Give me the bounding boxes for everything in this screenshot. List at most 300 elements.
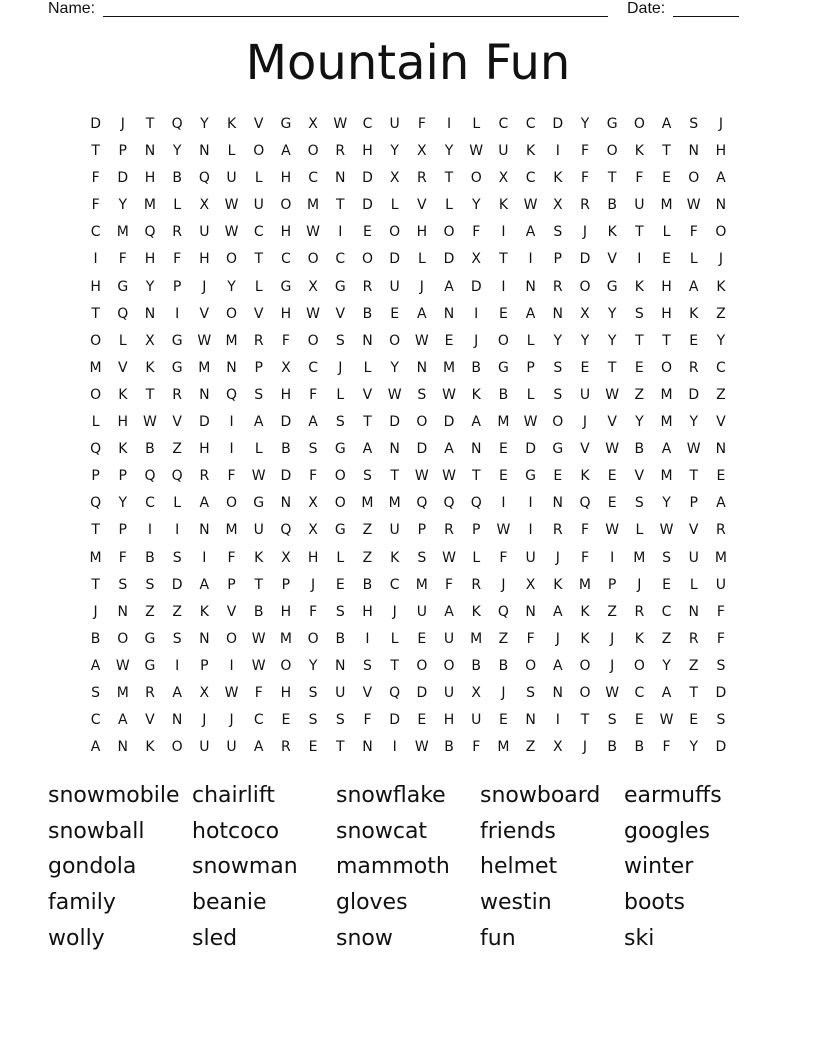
grid-letter: V — [226, 603, 237, 620]
grid-letter: U — [199, 739, 210, 756]
grid-letter: Z — [716, 386, 726, 403]
name-field-line[interactable] — [103, 16, 608, 17]
grid-letter: S — [335, 332, 345, 349]
grid-letter: K — [118, 441, 128, 458]
grid-letter: I — [175, 305, 180, 322]
grid-letter: D — [198, 414, 210, 431]
grid-letter: V — [253, 305, 264, 322]
grid-letter: P — [471, 522, 481, 539]
grid-letter: W — [414, 468, 429, 485]
grid-row — [82, 575, 735, 602]
grid-letter: G — [144, 657, 156, 674]
grid-letter: W — [251, 657, 266, 674]
grid-letter: S — [335, 712, 345, 729]
grid-letter: T — [662, 332, 671, 349]
grid-letter: D — [715, 739, 727, 756]
word-list-item: wolly — [48, 925, 105, 951]
grid-letter: K — [526, 143, 536, 160]
grid-letter: Q — [144, 224, 156, 241]
grid-letter: K — [471, 386, 481, 403]
grid-letter: Y — [716, 332, 726, 349]
grid-letter: Q — [198, 170, 210, 187]
grid-letter: J — [582, 224, 588, 241]
grid-letter: M — [143, 197, 157, 214]
grid-letter: W — [605, 386, 620, 403]
grid-letter: O — [525, 657, 537, 674]
grid-letter: M — [279, 630, 292, 647]
grid-letter: O — [226, 630, 238, 647]
grid-letter: F — [580, 522, 589, 539]
grid-letter: L — [336, 386, 345, 403]
grid-letter: Y — [580, 116, 590, 132]
grid-letter: R — [716, 522, 726, 539]
grid-letter: W — [251, 630, 266, 647]
grid-letter: T — [390, 468, 399, 485]
grid-row — [82, 358, 735, 385]
grid-letter: A — [661, 116, 672, 132]
grid-letter: K — [634, 143, 644, 160]
grid-letter: N — [443, 305, 455, 322]
grid-letter: Y — [607, 305, 617, 322]
grid-letter: T — [580, 712, 590, 729]
grid-letter: O — [579, 657, 591, 674]
grid-letter: Z — [172, 603, 182, 620]
grid-letter: P — [607, 576, 617, 593]
grid-letter: O — [226, 251, 238, 268]
grid-letter: J — [474, 332, 479, 349]
grid-letter: S — [607, 712, 617, 729]
grid-letter: X — [552, 739, 563, 756]
grid-letter: X — [308, 522, 318, 539]
grid-letter: S — [363, 657, 372, 674]
grid-letter: V — [716, 414, 726, 431]
grid-letter: E — [498, 468, 508, 485]
grid-letter: G — [525, 468, 537, 485]
grid-letter: C — [525, 170, 536, 187]
grid-letter: Q — [416, 495, 428, 512]
grid-letter: T — [91, 143, 100, 160]
grid-letter: D — [416, 684, 428, 701]
grid-letter: L — [227, 143, 236, 160]
grid-letter: W — [414, 739, 429, 756]
grid-letter: J — [93, 603, 98, 620]
grid-letter: T — [363, 414, 372, 431]
grid-row — [82, 737, 735, 764]
grid-letter: P — [172, 278, 182, 295]
grid-letter: F — [118, 549, 127, 566]
grid-letter: F — [689, 224, 698, 241]
grid-letter: L — [662, 224, 671, 241]
grid-letter: N — [144, 305, 156, 322]
word-list-item: winter — [624, 854, 694, 880]
grid-letter: G — [606, 116, 618, 132]
grid-letter: O — [226, 305, 238, 322]
grid-letter: T — [254, 251, 263, 268]
grid-letter: A — [199, 576, 210, 593]
grid-letter: D — [525, 441, 536, 458]
grid-letter: U — [416, 603, 427, 620]
grid-letter: N — [144, 143, 156, 160]
grid-letter: W — [442, 549, 456, 566]
grid-letter: T — [336, 197, 345, 214]
grid-letter: Q — [226, 386, 238, 403]
grid-letter: F — [662, 739, 671, 756]
grid-letter: O — [715, 224, 727, 241]
grid-letter: R — [552, 278, 563, 295]
grid-letter: B — [362, 305, 373, 322]
grid-letter: R — [362, 278, 373, 295]
word-list-item: snow — [336, 925, 393, 951]
grid-letter: Y — [444, 143, 454, 160]
grid-letter: Q — [497, 603, 509, 620]
grid-letter: U — [579, 386, 591, 403]
grid-letter: E — [417, 630, 427, 647]
grid-letter: G — [334, 441, 346, 458]
grid-letter: O — [579, 278, 591, 295]
grid-letter: R — [471, 576, 482, 593]
grid-letter: B — [335, 630, 346, 647]
grid-letter: L — [526, 332, 535, 349]
grid-letter: B — [498, 657, 509, 674]
grid-letter: S — [634, 495, 644, 512]
grid-letter: D — [443, 251, 455, 268]
grid-letter: I — [338, 224, 343, 241]
grid-letter: C — [90, 224, 101, 241]
grid-letter: G — [253, 495, 265, 512]
grid-letter: U — [253, 197, 264, 214]
grid-letter: Z — [362, 549, 373, 566]
grid-letter: G — [497, 359, 509, 376]
word-list-item: family — [48, 890, 116, 916]
grid-letter: F — [526, 630, 535, 647]
grid-letter: W — [306, 224, 321, 241]
grid-letter: E — [417, 712, 427, 729]
grid-letter: T — [471, 468, 481, 485]
grid-letter: N — [117, 739, 129, 756]
grid-letter: X — [498, 170, 509, 187]
grid-letter: Y — [635, 414, 644, 431]
grid-letter: C — [335, 251, 346, 268]
grid-letter: P — [227, 576, 236, 593]
grid-letter: R — [172, 224, 183, 241]
grid-letter: O — [307, 332, 319, 349]
grid-letter: K — [716, 278, 726, 295]
grid-letter: T — [390, 657, 399, 674]
grid-letter: M — [470, 630, 483, 647]
grid-letter: A — [308, 414, 318, 431]
grid-letter: R — [253, 332, 264, 349]
grid-letter: H — [443, 712, 455, 729]
grid-letter: J — [338, 359, 343, 376]
grid-letter: V — [580, 441, 590, 458]
grid-letter: Z — [634, 386, 645, 403]
date-field-line[interactable] — [673, 16, 739, 17]
grid-letter: B — [362, 576, 373, 593]
grid-letter: N — [362, 739, 373, 756]
grid-letter: R — [688, 630, 699, 647]
grid-letter: P — [118, 143, 127, 160]
grid-letter: R — [634, 603, 645, 620]
grid-letter: Q — [280, 522, 292, 539]
grid-letter: A — [417, 305, 427, 322]
grid-letter: A — [362, 441, 373, 458]
grid-letter: Q — [579, 495, 591, 512]
grid-letter: S — [172, 630, 182, 647]
grid-letter: M — [497, 414, 510, 431]
grid-letter: X — [471, 684, 482, 701]
grid-letter: F — [254, 684, 263, 701]
grid-letter: A — [716, 170, 726, 187]
grid-letter: L — [363, 359, 372, 376]
header — [48, 0, 748, 20]
grid-letter: K — [498, 197, 508, 214]
grid-letter: E — [580, 359, 590, 376]
grid-letter: O — [90, 386, 102, 403]
grid-letter: Z — [362, 522, 373, 539]
grid-letter: F — [472, 224, 481, 241]
grid-letter: A — [172, 684, 182, 701]
grid-letter: H — [362, 603, 373, 620]
grid-letter: Z — [525, 739, 536, 756]
grid-letter: L — [254, 278, 263, 295]
grid-letter: D — [416, 441, 428, 458]
word-list — [48, 780, 768, 958]
grid-letter: D — [389, 414, 401, 431]
grid-letter: G — [606, 278, 618, 295]
grid-letter: L — [635, 522, 644, 539]
grid-letter: H — [144, 170, 156, 187]
grid-letter: D — [552, 116, 564, 132]
grid-letter: Y — [390, 359, 399, 376]
grid-letter: Q — [90, 495, 102, 512]
grid-letter: T — [607, 359, 617, 376]
grid-letter: H — [661, 305, 672, 322]
grid-letter: D — [117, 170, 129, 187]
grid-letter: A — [444, 603, 454, 620]
grid-letter: Y — [390, 143, 399, 160]
grid-letter: X — [308, 495, 318, 512]
grid-letter: V — [117, 359, 128, 376]
grid-letter: H — [661, 278, 672, 295]
grid-letter: S — [118, 576, 128, 593]
grid-letter: O — [90, 332, 102, 349]
grid-letter: L — [689, 251, 698, 268]
grid-letter: H — [280, 224, 292, 241]
word-list-item: snowball — [48, 818, 145, 844]
grid-letter: N — [171, 712, 183, 729]
grid-letter: S — [417, 386, 427, 403]
grid-letter: W — [414, 332, 429, 349]
grid-letter: X — [308, 116, 318, 132]
grid-letter: Y — [689, 414, 698, 431]
grid-letter: K — [226, 116, 237, 132]
grid-letter: C — [661, 603, 672, 620]
grid-letter: R — [172, 386, 183, 403]
grid-row — [82, 710, 735, 737]
grid-letter: Y — [553, 332, 563, 349]
grid-letter: D — [470, 278, 482, 295]
grid-letter: I — [501, 495, 506, 512]
grid-letter: P — [118, 468, 127, 485]
grid-letter: L — [173, 197, 182, 214]
grid-letter: A — [471, 414, 481, 431]
word-list-item: snowflake — [336, 783, 446, 808]
grid-letter: O — [389, 332, 401, 349]
grid-letter: Q — [171, 116, 183, 132]
grid-letter: B — [145, 549, 155, 566]
grid-letter: G — [117, 278, 129, 295]
grid-row — [82, 249, 735, 276]
grid-letter: E — [662, 576, 671, 593]
grid-letter: P — [200, 657, 209, 674]
grid-row — [82, 331, 735, 358]
grid-letter: U — [498, 143, 509, 160]
word-list-item: mammoth — [336, 854, 450, 880]
grid-letter: N — [552, 684, 564, 701]
grid-letter: R — [552, 522, 563, 539]
grid-letter: A — [552, 657, 563, 674]
grid-letter: M — [89, 549, 102, 566]
grid-letter: P — [118, 522, 127, 539]
grid-letter: W — [523, 414, 538, 431]
word-list-item: earmuffs — [624, 783, 722, 808]
grid-letter: W — [251, 468, 266, 485]
grid-letter: N — [199, 522, 210, 539]
grid-letter: D — [443, 414, 455, 431]
grid-letter: C — [308, 170, 318, 187]
grid-letter: V — [253, 116, 264, 132]
grid-letter: W — [469, 143, 484, 160]
grid-letter: M — [116, 224, 129, 241]
grid-letter: R — [444, 522, 454, 539]
grid-letter: S — [308, 712, 318, 729]
grid-letter: V — [145, 712, 155, 729]
grid-letter: T — [499, 251, 508, 268]
grid-letter: G — [280, 116, 292, 132]
grid-letter: E — [498, 712, 508, 729]
grid-letter: L — [390, 197, 399, 214]
grid-letter: A — [199, 495, 210, 512]
grid-letter: B — [145, 441, 155, 458]
grid-letter: Y — [689, 739, 698, 756]
grid-letter: S — [308, 441, 318, 458]
grid-letter: W — [197, 332, 212, 349]
grid-letter: E — [363, 224, 372, 241]
grid-letter: M — [660, 386, 673, 403]
grid-letter: C — [253, 224, 264, 241]
grid-letter: C — [90, 712, 101, 729]
grid-letter: T — [444, 170, 454, 187]
grid-letter: D — [171, 576, 183, 593]
grid-letter: O — [307, 251, 319, 268]
grid-letter: O — [280, 657, 292, 674]
grid-letter: U — [443, 684, 455, 701]
grid-letter: C — [362, 116, 373, 132]
grid-letter: W — [659, 522, 674, 539]
grid-letter: Y — [145, 278, 155, 295]
grid-letter: X — [308, 278, 318, 295]
grid-letter: N — [199, 386, 210, 403]
grid-letter: D — [90, 116, 101, 132]
grid-letter: C — [634, 684, 645, 701]
grid-letter: A — [444, 278, 454, 295]
grid-row — [82, 412, 735, 439]
word-list-item: sled — [192, 925, 238, 951]
grid-letter: H — [199, 441, 210, 458]
grid-letter: W — [659, 712, 674, 729]
grid-row — [82, 548, 735, 575]
grid-row — [82, 493, 735, 520]
grid-letter: N — [552, 495, 564, 512]
grid-letter: J — [501, 576, 506, 593]
grid-letter: L — [173, 495, 182, 512]
grid-letter: I — [528, 251, 533, 268]
grid-letter: T — [689, 684, 698, 701]
grid-letter: E — [553, 468, 563, 485]
grid-letter: M — [388, 495, 401, 512]
grid-letter: N — [688, 603, 699, 620]
grid-letter: U — [199, 224, 210, 241]
grid-letter: K — [634, 630, 644, 647]
grid-letter: N — [199, 143, 210, 160]
grid-letter: S — [553, 359, 563, 376]
grid-letter: G — [334, 278, 346, 295]
grid-letter: S — [145, 576, 155, 593]
grid-letter: T — [635, 224, 644, 241]
grid-letter: Z — [716, 305, 726, 322]
grid-letter: A — [661, 441, 672, 458]
grid-letter: J — [229, 712, 234, 729]
grid-letter: X — [580, 305, 590, 322]
grid-letter: M — [633, 549, 646, 566]
grid-letter: F — [363, 712, 372, 729]
grid-letter: U — [688, 549, 699, 566]
grid-letter: C — [253, 712, 264, 729]
word-list-item: boots — [624, 890, 685, 916]
grid-letter: Q — [117, 305, 129, 322]
grid-letter: J — [501, 684, 506, 701]
grid-letter: A — [716, 495, 726, 512]
grid-letter: A — [253, 414, 264, 431]
grid-letter: E — [689, 712, 699, 729]
grid-letter: O — [361, 251, 373, 268]
grid-letter: W — [442, 386, 456, 403]
grid-letter: Y — [308, 657, 318, 674]
grid-row — [82, 629, 735, 656]
grid-letter: E — [634, 359, 644, 376]
grid-letter: F — [716, 630, 725, 647]
grid-letter: W — [115, 657, 130, 674]
grid-letter: H — [117, 414, 129, 431]
grid-letter: O — [334, 468, 346, 485]
grid-letter: O — [606, 143, 618, 160]
grid-letter: F — [227, 468, 236, 485]
grid-letter: B — [172, 170, 182, 187]
grid-letter: X — [199, 197, 210, 214]
grid-letter: N — [335, 657, 346, 674]
grid-letter: G — [171, 359, 183, 376]
grid-letter: D — [688, 386, 700, 403]
grid-letter: M — [89, 359, 102, 376]
grid-letter: E — [607, 468, 617, 485]
grid-row — [82, 683, 735, 710]
grid-letter: D — [715, 684, 727, 701]
name-label: Name: — [48, 0, 96, 17]
grid-letter: I — [147, 522, 153, 539]
grid-letter: F — [417, 116, 426, 132]
grid-letter: L — [91, 414, 100, 431]
grid-row — [82, 195, 735, 222]
